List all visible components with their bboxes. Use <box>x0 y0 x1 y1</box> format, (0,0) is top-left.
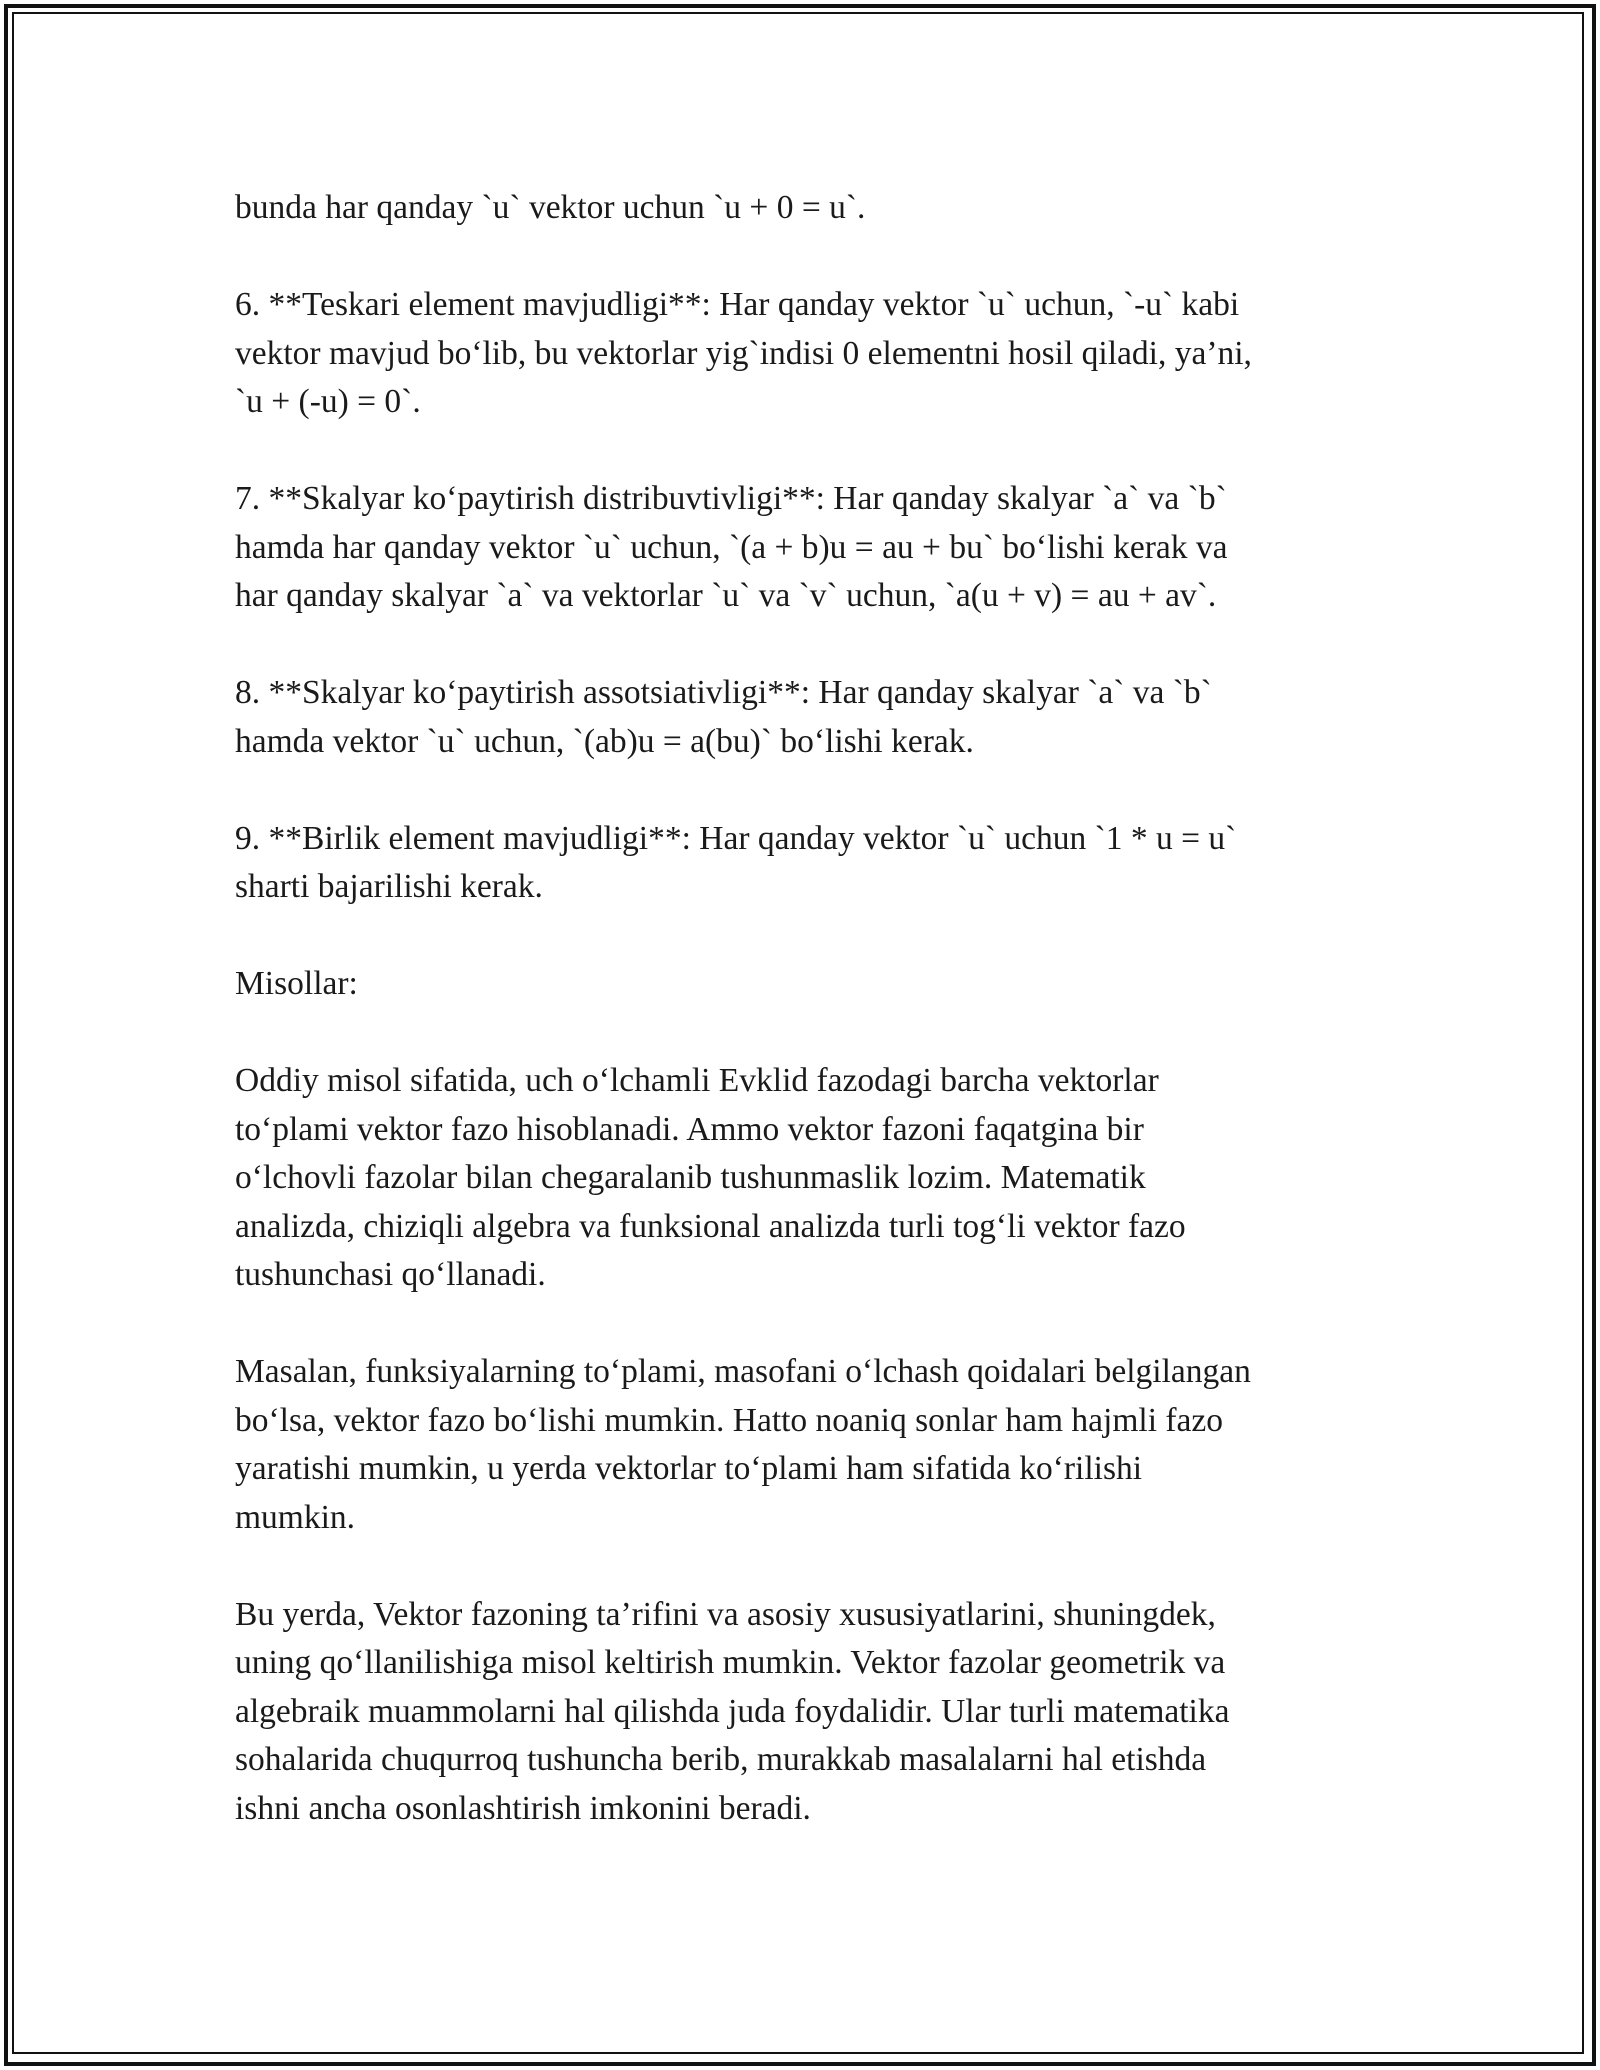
paragraph-item-8: 8. **Skalyar ko‘paytirish assotsiativligi**: Har qanday skalyar `a` va `b` hamda vektor `u` uchun, `(ab)u = a(bu)` bo‘lishi kerak. <box>235 674 1212 760</box>
paragraph-item-6: 6. **Teskari element mavjudligi**: Har qanday vektor `u` uchun, `-u` kabi vektor mavjud bo‘lib, bu vektorlar yig`indisi 0 elementni hosil qiladi, ya’ni, `u + (-u) = 0`. <box>235 286 1252 420</box>
paragraph-item-7: 7. **Skalyar ko‘paytirish distribuvtivligi**: Har qanday skalyar `a` va `b` hamda har qanday vektor `u` uchun, `(a + b)u = au + bu` bo‘lishi kerak va har qanday skalyar `a` va vektorlar `u` va `v` uchun, `a(u + v) = au + av`. <box>235 480 1228 614</box>
paragraph-item-9: 9. **Birlik element mavjudligi**: Har qanday vektor `u` uchun `1 * u = u` sharti bajarilishi kerak. <box>235 819 1237 905</box>
section-heading-misollar: Misollar: <box>235 965 358 1002</box>
paragraph-example-2: Masalan, funksiyalarning to‘plami, masofani o‘lchash qoidalari belgilangan bo‘lsa, vektor fazo bo‘lishi mumkin. Hatto noaniq sonlar ham hajmli fazo yaratishi mumkin, u yerda vektorlar to‘plami ham sifatida ko‘rilishi mumkin. <box>235 1353 1251 1536</box>
paragraph-example-1: Oddiy misol sifatida, uch o‘lchamli Evklid fazodagi barcha vektorlar to‘plami vektor fazo hisoblanadi. Ammo vektor fazoni faqatgina bir o‘lchovli fazolar bilan chegaralanib tushunmaslik lozim. Matematik analizda, chiziqli algebra va funksional analizda turli tog‘li vektor fazo tushunchasi qo‘llanadi. <box>235 1062 1186 1293</box>
paragraph-continuation: bunda har qanday `u` vektor uchun `u + 0 = u`. <box>235 189 866 226</box>
document-body <box>235 184 1365 1833</box>
paragraph-conclusion: Bu yerda, Vektor fazoning ta’rifini va asosiy xususiyatlarini, shuningdek, uning qo‘llanilishiga misol keltirish mumkin. Vektor fazolar geometrik va algebraik muammolarni hal qilishda juda foydalidir. Ular turli matematika sohalarida chuqurroq tushuncha berib, murakkab masalalarni hal etishda ishni ancha osonlashtirish imkonini beradi. <box>235 1595 1230 1827</box>
